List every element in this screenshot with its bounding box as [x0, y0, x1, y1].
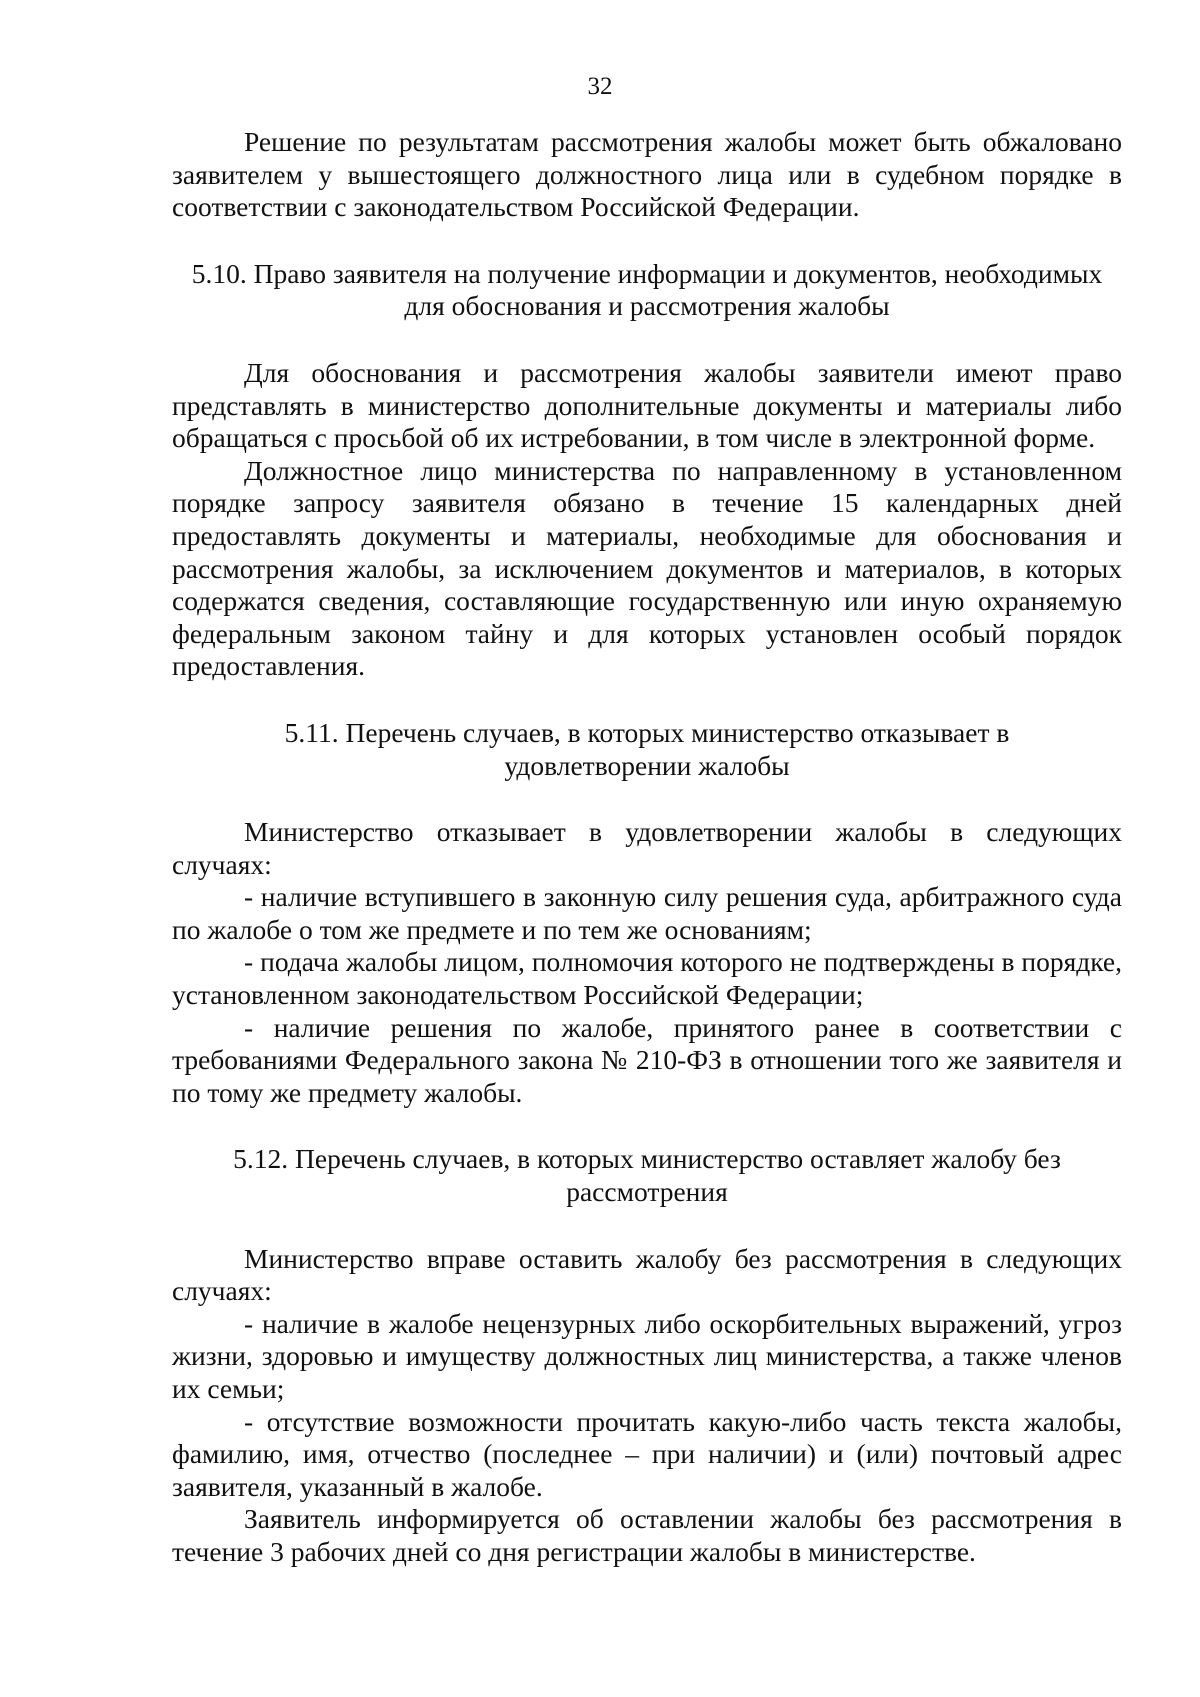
section-5-12-list-item: - наличие в жалобе нецензурных либо оскорбительных выражений, угроз жизни, здоровью и имуществу должностных лиц министерства, а также членов их семьи; [172, 1307, 1122, 1404]
paragraph-appeal-decision: Решение по результатам рассмотрения жалобы может быть обжаловано заявителем у вышестоящего должностного лица или в судебном порядке в соответствии с законодательством Российской Федерации. [172, 126, 1122, 223]
section-5-12-paragraph: Министерство вправе оставить жалобу без рассмотрения в следующих случаях: [172, 1242, 1122, 1307]
section-5-10-paragraph: Должностное лицо министерства по направленному в установленном порядке запросу заявителя обязано в течение 15 календарных дней предоставлять документы и материалы, необходимые для обоснования и рассмотрения жалобы, за исключением документов и материалов, в которых содержатся сведения, составляющие государственную или иную охраняемую федеральным законом тайну и для которых установлен особый порядок предоставления. [172, 454, 1122, 682]
document-body [172, 126, 1122, 1569]
section-5-11-list-item: - подача жалобы лицом, полномочия которого не подтверждены в порядке, установленном законодательством Российской Федерации; [172, 946, 1122, 1011]
section-heading-5-12: 5.12. Перечень случаев, в которых министерство оставляет жалобу без рассмотрения [233, 1143, 1061, 1208]
section-5-11-list-item: - наличие вступившего в законную силу решения суда, арбитражного суда по жалобе о том же предмете и по тем же основаниям; [172, 881, 1122, 945]
section-5-12-list-item: - отсутствие возможности прочитать какую-либо часть текста жалобы, фамилию, имя, отчество (последнее – при наличии) и (или) почтовый адрес заявителя, указанный в жалобе. [172, 1405, 1122, 1502]
section-5-11-list-item: - наличие решения по жалобе, принятого ранее в соответствии с требованиями Федерального закона № 210-ФЗ в отношении того же заявителя и по тому же предмету жалобы. [172, 1011, 1122, 1108]
section-5-10-paragraph: Для обоснования и рассмотрения жалобы заявители имеют право представлять в министерство дополнительные документы и материалы либо обращаться с просьбой об их истребовании, в том числе в электронной форме. [172, 356, 1122, 454]
section-5-12-paragraph: Заявитель информируется об оставлении жалобы без рассмотрения в течение 3 рабочих дней со дня регистрации жалобы в министерстве. [172, 1503, 1122, 1567]
page-number: 32 [587, 73, 613, 100]
section-heading-5-10: 5.10. Право заявителя на получение информации и документов, необходимых для обоснования и рассмотрения жалобы [191, 257, 1103, 322]
section-heading-5-11: 5.11. Перечень случаев, в которых министерство отказывает в удовлетворении жалобы [284, 716, 1010, 781]
section-5-11-paragraph: Министерство отказывает в удовлетворении жалобы в следующих случаях: [172, 816, 1122, 880]
